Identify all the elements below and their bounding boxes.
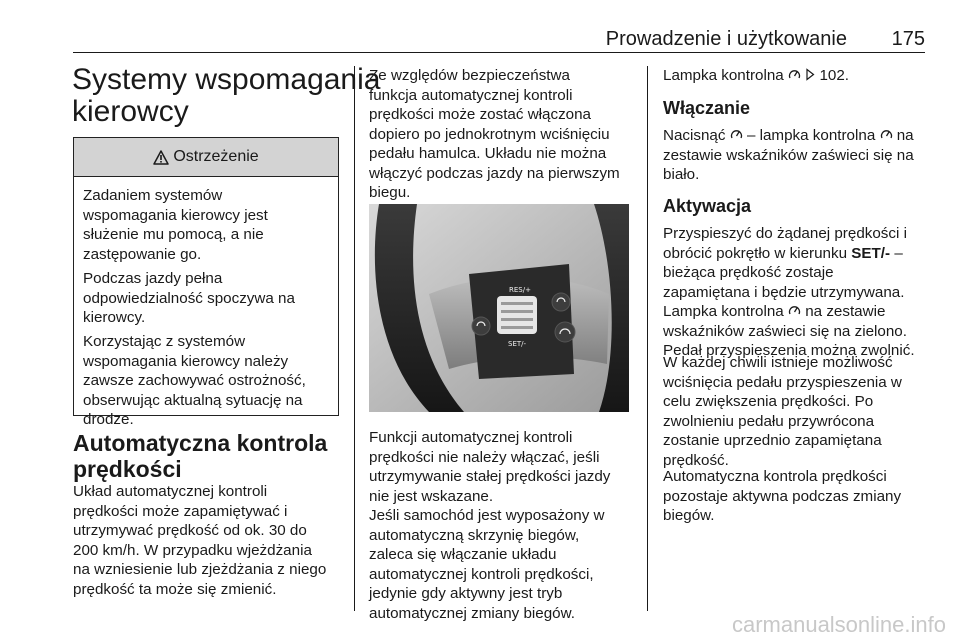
heading-wlaczanie: Włączanie [663, 98, 751, 118]
body-paragraph: Jeśli samochód jest wyposażony w automatyczną skrzynię biegów, zaleca się włączanie układu automatycznej kontroli prędkości, jedynie gdy aktywny jest tryb automatycznej zmiany biegów. [369, 507, 605, 622]
warning-paragraph: Korzystając z systemów wspomagania kierowcy należy zawsze zachowywać ostrożność, obserwując aktualną sytuację na drodze. [83, 333, 306, 428]
body-paragraph: Funkcji automatycznej kontroli prędkości nie należy włączać, jeśli utrzymywanie stałej prędkości jazdy nie jest wskazane. [369, 429, 611, 505]
warning-header [74, 138, 338, 177]
lamp-reference: Lampka kontrolna 102. [663, 67, 849, 84]
body-paragraph: Przyspieszyć do żądanej prędkości i obrócić pokrętło w kierunku SET/- – bieżąca prędkość zostaje zapamiętana i będzie utrzymywana. Lampka kontrolna na zestawie wskaźników zaświeci się na zielono. Pedał przyspieszenia można zwolnić. [663, 225, 915, 359]
set-label: SET/- [508, 340, 527, 348]
body-paragraph: Nacisnąć – lampka kontrolna na zestawie wskaźników zaświeci się na biało. [663, 127, 914, 183]
header-title: Prowadzenie i użytkowanie [605, 28, 847, 50]
intro-paragraph: Ze względów bezpieczeństwa funkcja automatycznej kontroli prędkości może zostać włączona dopiero po jednokrotnym wciśnięciu pedału hamulca. Układu nie można włączyć podczas jazdy na pierwszym biegu. [369, 67, 620, 201]
cruise-control-icon [730, 128, 743, 141]
cruise-control-icon [788, 68, 801, 81]
watermark: carmanualsonline.info [731, 612, 946, 637]
body-paragraph: Układ automatycznej kontroli prędkości może zapamiętywać i utrzymywać prędkość od ok. 30 do 200 km/h. W przypadku wjeżdżania na wzniesienie lub zjeżdżania z niego prędkość ta może się zmienić. [73, 483, 327, 598]
page-header [73, 28, 925, 52]
warning-paragraph: Podczas jazdy pełna odpowiedzialność spoczywa na kierowcy. [83, 270, 295, 326]
header-rule [73, 52, 925, 53]
cruise-control-icon [880, 128, 893, 141]
warning-triangle-icon [153, 150, 169, 165]
page-number: 175 [891, 28, 925, 50]
res-label: RES/+ [509, 286, 531, 294]
column-divider [354, 66, 355, 611]
subsection-title: Automatyczna kontrola prędkości [73, 430, 328, 482]
heading-aktywacja: Aktywacja [663, 196, 752, 216]
cruise-control-icon [788, 304, 801, 317]
column-divider [647, 66, 648, 611]
section-title: Systemy wspomagania kierowcy [72, 63, 381, 128]
body-paragraph: Automatyczna kontrola prędkości pozostaje aktywna podczas zmiany biegów. [663, 468, 902, 524]
warning-paragraph: Zadaniem systemów wspomagania kierowcy jest służenie mu pomocą, a nie zastępowanie go. [83, 187, 268, 263]
body-paragraph: W każdej chwili istnieje możliwość wciśnięcia pedału przyspieszenia w celu zwiększenia prędkości. Po zwolnieniu pedału przywrócona zostanie uprzednio zapamiętana prędkość. [663, 354, 902, 469]
steering-wheel-photo [369, 204, 629, 412]
warning-title: Ostrzeżenie [173, 148, 259, 165]
warning-box [73, 137, 339, 428]
page-reference-arrow-icon [805, 68, 815, 81]
